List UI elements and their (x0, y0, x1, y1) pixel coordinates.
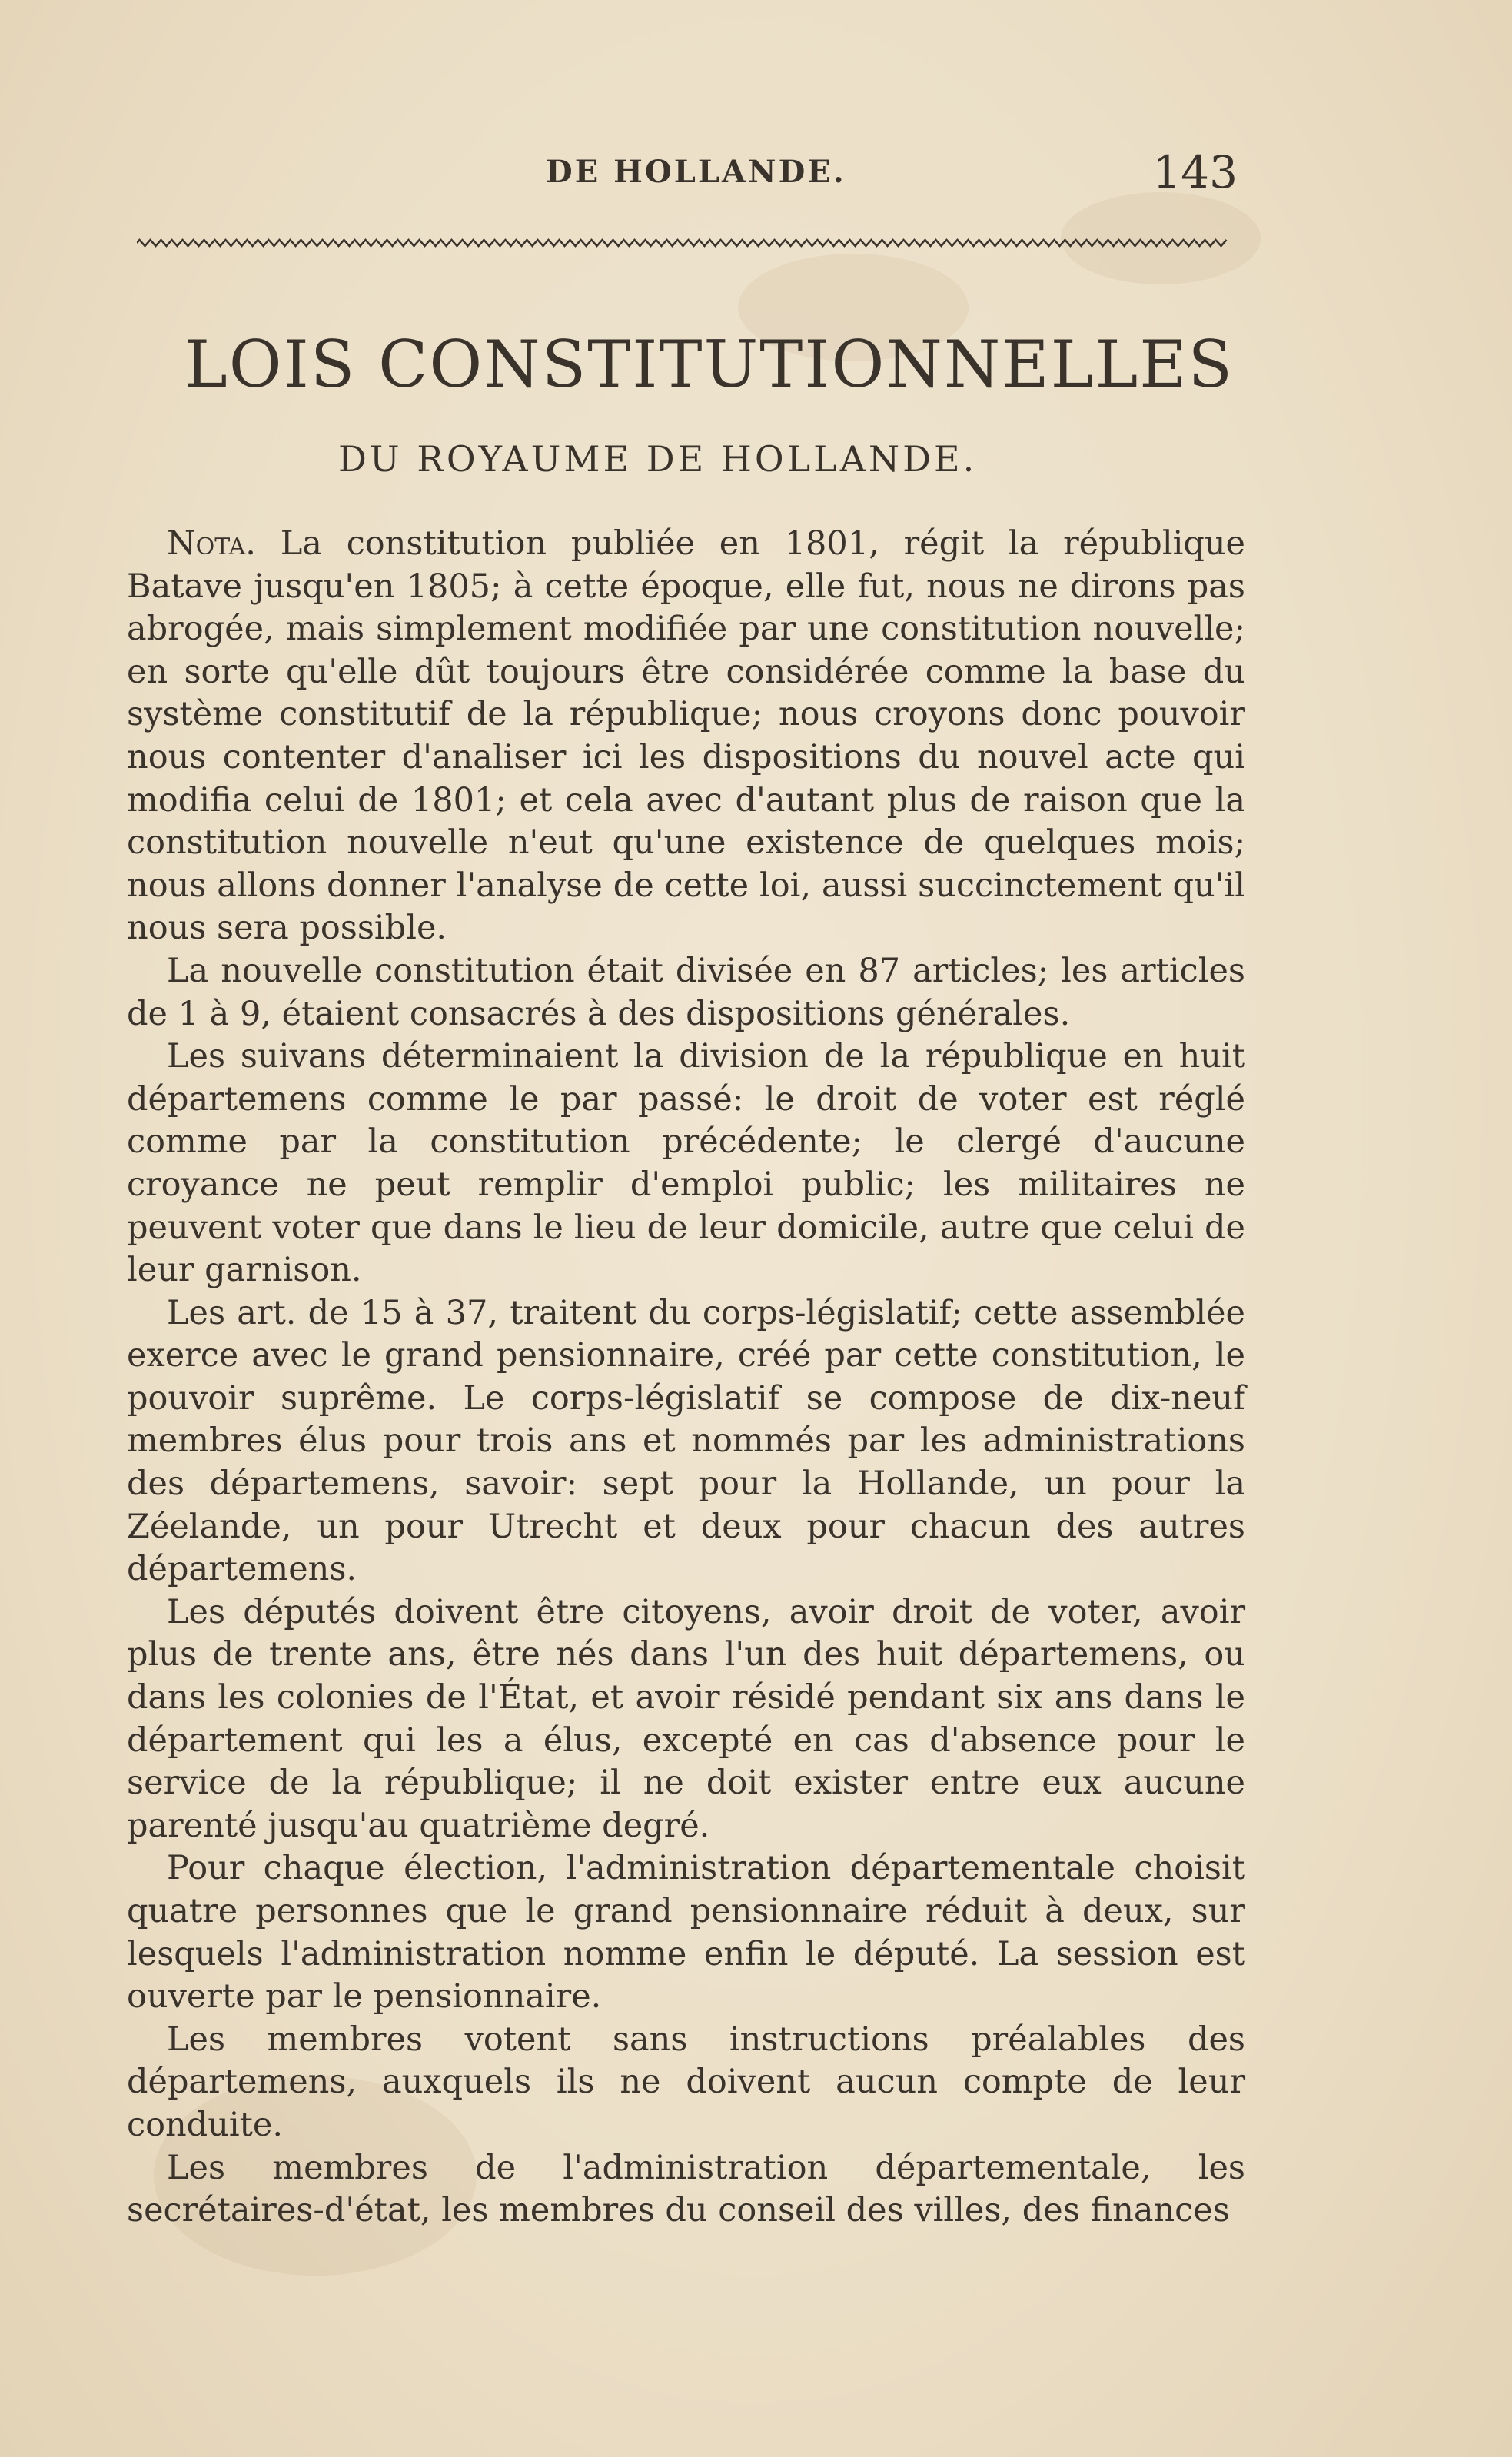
body-text (127, 523, 1245, 2233)
nota-label: Nota. (167, 524, 256, 563)
paragraph-nota (127, 523, 1245, 950)
ornamental-rule (137, 237, 1228, 249)
section-subtitle: DU ROYAUME DE HOLLANDE. (338, 438, 978, 480)
section-title: LOIS CONSTITUTIONNELLES (184, 327, 1235, 402)
running-head: DE HOLLANDE. (546, 154, 846, 190)
paragraph: Les membres de l'administration départementale, les secrétaires-d'état, les membres du conseil des villes, des finances (127, 2148, 1245, 2230)
paragraph: Les membres votent sans instructions préalables des départemens, auxquels ils ne doivent aucun compte de leur conduite. (127, 2020, 1245, 2144)
paragraph: Les suivans déterminaient la division de la république en huit départemens comme le par passé: le droit de voter est réglé comme par la constitution précédente; le clergé d'aucune croyance ne peut remplir d'emploi public; les militaires ne peuvent voter que dans le lieu de leur domicile, autre que celui de leur garnison. (127, 1037, 1245, 1290)
paragraph: Les députés doivent être citoyens, avoir droit de voter, avoir plus de trente ans, être nés dans l'un des huit départemens, ou dans les colonies de l'État, et avoir résidé pendant six ans dans le département qui les a élus, excepté en cas d'absence pour le service de la république; il ne doit exister entre eux aucune parenté jusqu'au quatrième degré. (127, 1592, 1245, 1845)
paragraph: La nouvelle constitution était divisée en 87 articles; les articles de 1 à 9, étaient consacrés à des dispositions générales. (127, 951, 1245, 1033)
page-number: 143 (1152, 146, 1238, 198)
paragraph-text: La constitution publiée en 1801, régit la république Batave jusqu'en 1805; à cette époque, elle fut, nous ne dirons pas abrogée, mais simplement modifiée par une constitution nouvelle; en sorte qu'elle dût toujours être considérée comme la base du système constitutif de la république; nous croyons donc pouvoir nous contenter d'analiser ici les dispositions du nouvel acte qui modifia celui de 1801; et cela avec d'autant plus de raison que la constitution nouvelle n'eut qu'une existence de quelques mois; nous allons donner l'analyse de cette loi, aussi succinctement qu'il nous sera possible. (127, 524, 1246, 948)
paragraph: Pour chaque élection, l'administration départementale choisit quatre personnes que le grand pensionnaire réduit à deux, sur lesquels l'administration nomme enfin le député. La session est ouverte par le pensionnaire. (127, 1849, 1245, 2016)
page-header (131, 146, 1238, 200)
paragraph: Les art. de 15 à 37, traitent du corps-législatif; cette assemblée exerce avec le grand pensionnaire, créé par cette constitution, le pouvoir suprême. Le corps-législatif se compose de dix-neuf membres élus pour trois ans et nommés par les administrations des départemens, savoir: sept pour la Hollande, un pour la Zéelande, un pour Utrecht et deux pour chacun des autres départemens. (127, 1293, 1245, 1589)
